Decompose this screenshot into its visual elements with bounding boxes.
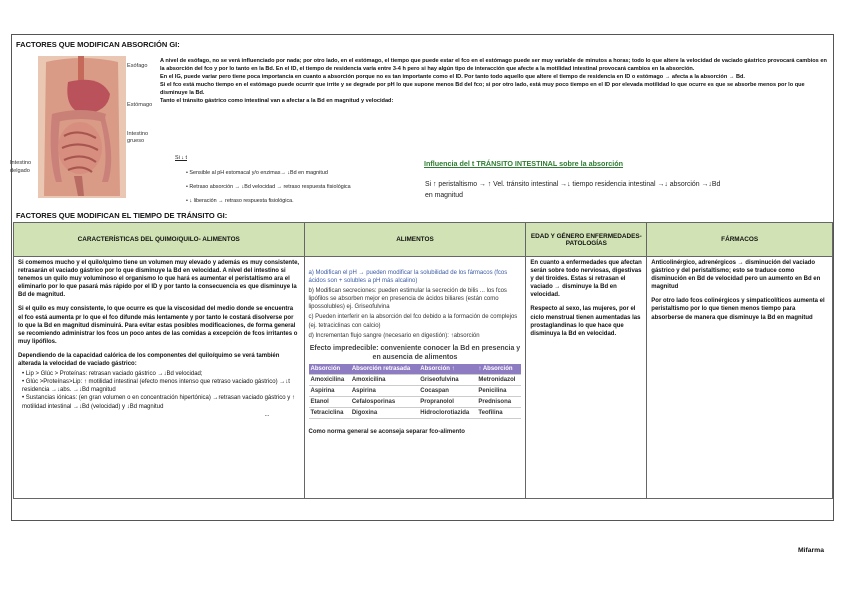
edad-paragraph-1: En cuanto a enfermedades que afectan serán sobre todo nerviosas, digestivas y del tiroides. Estas si retrasan el vaciado → disminuye la Bd en velocidad.: [530, 260, 642, 299]
drug-row: [309, 385, 522, 396]
label-esofago: Esófago: [127, 63, 148, 69]
transit-item-3: • ↓ liberación → retraso respuesta fisiológica.: [186, 198, 294, 204]
drug-cell: Cocaspan: [418, 385, 476, 396]
quimo-bullet-3: • Sustancias iónicas: (en gran volumen o en concentración hipertónica) →retrasan vaciado gástrico y ↑ motilidad intestinal →↓Bd (velocidad) y ↓Bd magnitud: [22, 395, 295, 410]
drug-cell: Propranolol: [418, 397, 476, 408]
quimo-ellipsis: ...: [264, 411, 270, 418]
drug-cell: Hidroclorotiazida: [418, 408, 476, 419]
header-edad-genero: EDAD Y GÉNERO ENFERMEDADES-PATOLOGÍAS: [526, 223, 647, 257]
header-farmacos: FÁRMACOS: [647, 223, 833, 257]
drug-header-4: ↑ Absorción: [476, 364, 521, 375]
cell-alimentos: [304, 257, 526, 499]
drug-cell: Etanol: [309, 397, 350, 408]
alimento-item-c: c) Pueden interferir en la absorción del fco debido a la formación de complejos (ej. tetraciclinas con calcio): [308, 314, 518, 329]
drug-header-1: Absorción: [309, 364, 350, 375]
footer-brand: Mifarma: [797, 547, 824, 554]
drug-header-3: Absorción ↑: [418, 364, 476, 375]
transit-item-1-text: Sensible al pH estomacal y/o enzimas→ ↓Bd en magnitud: [189, 170, 328, 176]
transit-item-3-text: ↓ liberación → retraso respuesta fisiológica.: [189, 198, 294, 204]
label-intestino-grueso-2: grueso: [127, 138, 145, 144]
label-intestino-delgado-2: delgado: [10, 168, 30, 174]
drug-cell: Teofilina: [476, 408, 521, 419]
efecto-title: Efecto impredecible: conveniente conocer la Bd en presencia y en ausencia de alimentos: [309, 344, 521, 361]
drug-row: [309, 374, 522, 385]
transit-title: Si ↓ t: [175, 155, 187, 161]
section2-title: FACTORES QUE MODIFICAN EL TIEMPO DE TRÁNSITO GI:: [16, 211, 228, 220]
drug-cell: Prednisona: [476, 397, 521, 408]
cell-caracteristicas: [14, 257, 305, 499]
drug-cell: Digoxina: [350, 408, 418, 419]
drug-food-table: [309, 364, 522, 419]
quimo-paragraph-3: Dependiendo de la capacidad calórica de los componentes del quilo/quimo se verá también alterada la velocidad de vaciado gástrico:: [18, 352, 280, 368]
alimento-item-a: a) Modifican el pH → pueden modificar la solubilidad de los fármacos (fcos ácidos son + solubles a pH más alcalino): [308, 270, 508, 285]
quimo-bullet-1: • Lip > Glúc > Proteínas: retrasan vaciado gástrico →↓Bd velocidad;: [22, 371, 203, 378]
section1-title: FACTORES QUE MODIFICAN ABSORCIÓN GI:: [16, 40, 180, 49]
drug-cell: Penicilina: [476, 385, 521, 396]
header-alimentos: ALIMENTOS: [304, 223, 526, 257]
drug-header-2: Absorción retrasada: [350, 364, 418, 375]
cell-edad-genero: [526, 257, 647, 499]
quimo-bullet-3-text: Sustancias iónicas: (en gran volumen o en concentración hipertónica) →retrasan vaciado gástrico y ↑ motilidad intestinal →↓Bd (velocidad) y ↓Bd magnitud: [22, 395, 295, 410]
transit-item-2-text: Retraso absorción → ↓Bd velocidad → retraso respuesta fisiológica: [189, 184, 351, 190]
paragraph-2: En el IG, puede variar pero tiene poca importancia en cuanto a absorción porque no es tan importante como el ID. Por tanto todo aquello que altere el tiempo de residencia en ID o estómago → afecta a la absorción → Bd.: [160, 74, 745, 81]
drug-row: [309, 408, 522, 419]
drug-cell: Aspirina: [350, 385, 418, 396]
label-intestino-delgado-1: Intestino: [10, 160, 32, 166]
label-estomago: Estómago: [127, 102, 153, 108]
drug-cell: Cefalosporinas: [350, 397, 418, 408]
absorption-text: [160, 57, 832, 106]
drug-cell: Metronidazol: [476, 374, 521, 385]
recommendation: Como norma general se aconseja separar fco-alimento: [308, 429, 465, 436]
digestive-system-image: [38, 56, 126, 198]
quimo-bullet-1-text: Lip > Glúc > Proteínas: retrasan vaciado gástrico →↓Bd velocidad;: [25, 371, 203, 378]
paragraph-3: Si el fco está mucho tiempo en el estómago puede ocurrir que irrite y se degrade por pH lo que supone menos Bd del fco; si por otro lado, está muy poco tiempo en el ID por elevada motilidad lo que ocurre es que se absorbe menos por lo que disminuye la Bd.: [160, 82, 805, 97]
cell-farmacos: [647, 257, 833, 499]
table-body-row: [14, 257, 833, 499]
drug-cell: Aspirina: [309, 385, 350, 396]
transit-factors-table: [13, 222, 833, 499]
quimo-paragraph-2: Si el quilo es muy consistente, lo que ocurre es que la viscosidad del medio donde se encuentra el fco está aumenta pr lo que el fco difunde más lentamente y por tanto le costará disolverse por lo que la Bd en magnitud disminuirá. Para evitar estas posibles modificaciones, de forma general se recomiendo administrar los fcos un poco antes de las comidas a excepción de fcos irritantes o muy lipófilos.: [18, 306, 298, 345]
edad-paragraph-2: Respecto al sexo, las mujeres, por el ciclo menstrual tienen aumentadas las prostaglandinas lo que hace que disminuya la Bd en velocidad.: [530, 306, 641, 337]
drug-row: [309, 397, 522, 408]
alimento-item-d: d) Incrementan flujo sangre (necesario en digestión): ↑absorción: [308, 332, 480, 339]
drug-cell: Amoxicilina: [350, 374, 418, 385]
quimo-bullet-2: • Glúc >Proteínas>Lip: ↑ motilidad intestinal (efecto menos intenso que retraso vaciado gástrico) →↓t residencia →↓abs. →↓Bd magnitud: [22, 379, 290, 394]
quimo-bullet-2-text: Glúc >Proteínas>Lip: ↑ motilidad intestinal (efecto menos intenso que retraso vaciado gástrico) →↓t residencia →↓abs. →↓Bd magnitud: [22, 379, 290, 394]
header-caracteristicas: CARACTERÍSTICAS DEL QUIMO/QUILO- ALIMENTOS: [14, 223, 305, 257]
paragraph-1: A nivel de esófago, no se verá influenciado por nada; por otro lado, en el estómago, el tiempo que puede estar el fco en el estómago puede ser muy variable de minutos a horas; todo lo que altere la velocidad de vaciado gástrico provocará cambios en la absorción del fco y por lo tanto en la Bd. En el ID, el tiempo de residencia varía entre 3-4 h pero si hay algún tipo de interacción que afecte a la motilidad intestinal provocará cambios en la absorción.: [160, 58, 827, 73]
drug-cell: Tetraciclina: [309, 408, 350, 419]
paragraph-4: Tanto el tránsito gástrico como intestinal van a afectar a la Bd en magnitud y velocidad:: [160, 98, 394, 105]
quimo-paragraph-1: Si comemos mucho y el quilo/quimo tiene un volumen muy elevado y además es muy consistente, retrasarán el vaciado gástrico por lo que disminuye la Bd en velocidad. A nivel del intestino si tenemos un quilo muy voluminoso el organismo lo que hará es aumentar el peristaltismo ara el eliminarlo por lo que pasará más rápido por el ID y por tanto la consecuencia es que disminuye la Bd de magnitud.: [18, 260, 300, 299]
drug-table-header: [309, 364, 522, 375]
farmacos-paragraph-1: Anticolinérgico, adrenérgicos → disminución del vaciado gástrico y del peristaltismo; esto se traduce como disminución en Bd de velocidad pero un aumento en Bd en magnitud: [651, 260, 821, 291]
digestive-illustration: [38, 56, 126, 198]
label-intestino-grueso-1: Intestino: [127, 131, 149, 137]
table-header-row: [14, 223, 833, 257]
alimento-item-b: b) Modifican secreciones: pueden estimular la secreción de bilis ... los fcos lipófilos se absorben mejor en presencia de ácidos biliares (están como lipossolubles) ej. Griseofulvina: [308, 288, 507, 311]
transit-item-2: • Retraso absorción → ↓Bd velocidad → retraso respuesta fisiológica: [186, 184, 351, 190]
drug-cell: Amoxicilina: [309, 374, 350, 385]
influence-text: Si ↑ peristaltismo → ↑ Vel. tránsito intestinal →↓ tiempo residencia intestinal →↓ absorción →↓Bd en magnitud: [425, 181, 721, 199]
drug-cell: Griseofulvina: [418, 374, 476, 385]
transit-item-1: • Sensible al pH estomacal y/o enzimas→ ↓Bd en magnitud: [186, 170, 328, 176]
farmacos-paragraph-2: Por otro lado fcos colinérgicos y simpaticolíticos aumenta el peristaltismo por lo que tienen menos tiempo para absorberse de manera que disminuye la Bd en magnitud: [651, 298, 825, 321]
influence-title: Influencia del t TRÁNSITO INTESTINAL sobre la absorción: [424, 159, 624, 168]
